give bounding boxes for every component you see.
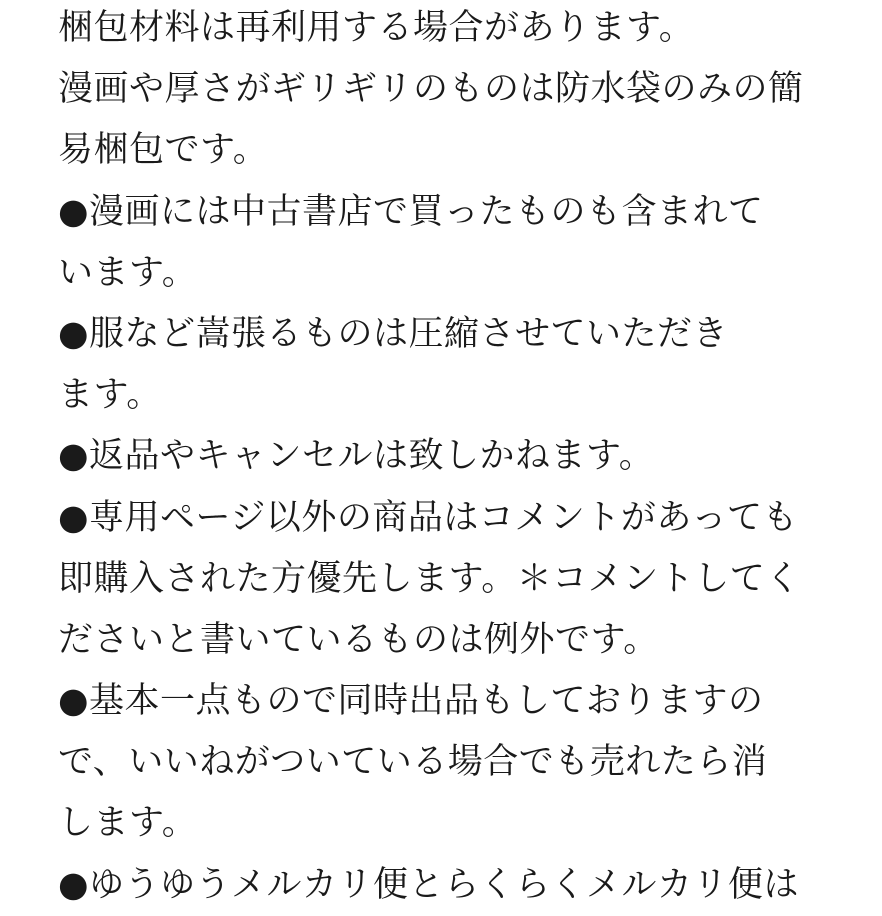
text-line: います。 bbox=[58, 252, 198, 293]
text-line: 漫画や厚さがギリギリのものは防水袋のみの簡 bbox=[58, 69, 804, 110]
text-line: ます。 bbox=[58, 375, 162, 416]
text-line: します。 bbox=[58, 803, 198, 844]
text-line: ●服など嵩張るものは圧縮させていただき bbox=[58, 313, 729, 354]
text-line: ●ゆうゆうメルカリ便とらくらくメルカリ便は bbox=[58, 864, 800, 905]
text-line: 易梱包です。 bbox=[58, 130, 269, 171]
text-line: で、いいねがついている場合でも売れたら消 bbox=[58, 742, 768, 783]
text-line: ●専用ページ以外の商品はコメントがあっても bbox=[58, 497, 798, 538]
text-line: 梱包材料は再利用する場合があります。 bbox=[58, 8, 695, 48]
text-line: ●返品やキャンセルは致しかねます。 bbox=[58, 436, 655, 477]
text-line: 即購入された方優先します。＊コメントしてく bbox=[58, 558, 801, 599]
text-line: ●漫画には中古書店で買ったものも含まれて bbox=[58, 191, 764, 232]
notice-text-body bbox=[58, 0, 858, 916]
text-line: ださいと書いているものは例外です。 bbox=[58, 619, 659, 660]
text-line: ●基本一点もので同時出品もしておりますの bbox=[58, 681, 764, 722]
